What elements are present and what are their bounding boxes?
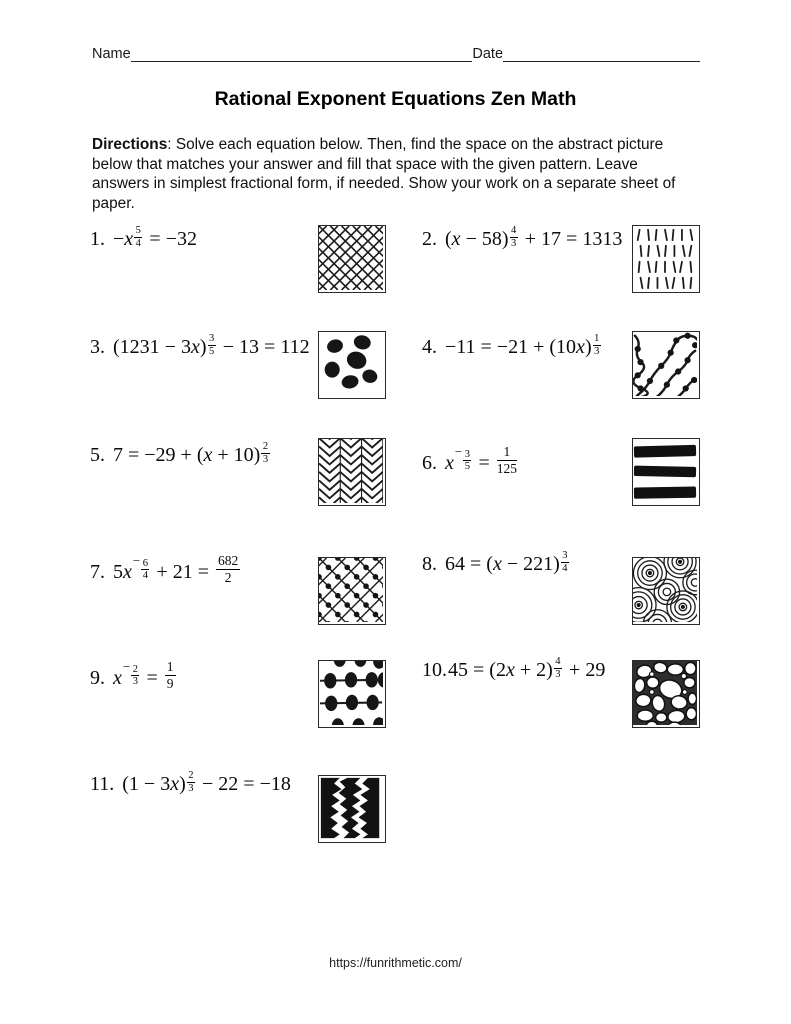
vertical-dashes-pattern-swatch — [632, 225, 700, 293]
equation-text: − 13 = 112 — [217, 336, 310, 358]
exponent-minus: − — [122, 658, 131, 674]
exponent-fraction: $\frac{3}{4}$ — [562, 550, 568, 574]
problem-6-equation — [422, 444, 519, 485]
problem-3-equation — [90, 333, 310, 369]
directions — [92, 135, 693, 213]
fraction: $\frac{1}{9}$ — [166, 659, 174, 691]
equation-text: ) — [199, 336, 207, 358]
exponent-minus: − — [454, 443, 463, 459]
spiky-bands-pattern-swatch — [318, 775, 386, 843]
equation-text: + 2) — [514, 659, 553, 681]
problem-number: 4. — [422, 336, 437, 358]
net-with-dots-pattern-icon — [319, 558, 383, 622]
exponent-fraction: $\frac{1}{3}$ — [594, 333, 600, 357]
problem-11-equation — [90, 770, 291, 806]
equation-text: ) — [584, 336, 592, 358]
equation-text: + 10) — [212, 444, 261, 466]
problem-number: 3. — [90, 336, 105, 358]
horizontal-stripes-pattern-icon — [633, 439, 697, 503]
variable: x — [190, 336, 200, 358]
equation — [122, 770, 291, 795]
equation — [445, 443, 519, 476]
problem-4-equation — [422, 333, 603, 369]
fraction: $\frac{1}{125}$ — [496, 444, 518, 476]
equation-text: −11 = −21 + (10 — [445, 336, 577, 358]
beaded-chains-pattern-icon — [633, 332, 697, 396]
crosshatch-pattern-swatch — [318, 225, 386, 293]
equation — [113, 441, 272, 466]
equation-text: − 58) — [460, 228, 509, 250]
page-title: Rational Exponent Equations Zen Math — [214, 88, 577, 110]
equation-text: 64 = ( — [445, 553, 493, 575]
date-label: Date — [472, 46, 504, 62]
problem-number: 1. — [90, 228, 105, 250]
variable: x — [113, 666, 122, 689]
exponent-fraction: − $\frac{6}{4}$ — [132, 552, 148, 582]
problem-1-equation — [90, 225, 197, 261]
spiky-bands-pattern-icon — [319, 776, 383, 840]
equation — [113, 333, 310, 358]
problem-number: 6. — [422, 451, 437, 474]
equation — [448, 656, 606, 681]
problem-number: 10. — [422, 659, 447, 681]
net-with-dots-pattern-swatch — [318, 557, 386, 625]
name-blank-line — [131, 44, 473, 62]
problem-number: 7. — [90, 560, 105, 583]
exponent-fraction: − $\frac{3}{5}$ — [454, 443, 470, 473]
variable: x — [124, 228, 134, 250]
equation-text: = — [473, 451, 495, 474]
equation-text: − 221) — [501, 553, 560, 575]
vertical-dashes-pattern-icon — [633, 226, 697, 290]
chevron-herringbone-pattern-swatch — [318, 438, 386, 506]
equation-text: + 21 = — [151, 560, 215, 583]
problem-number: 5. — [90, 444, 105, 466]
name-date-row — [92, 44, 700, 62]
date-blank-line — [503, 44, 700, 62]
concentric-shells-pattern-icon — [633, 558, 697, 622]
problem-9-equation — [90, 659, 178, 700]
exponent-fraction: $\frac{4}{3}$ — [555, 656, 561, 680]
concentric-shells-pattern-swatch — [632, 557, 700, 625]
variable: x — [170, 773, 180, 795]
problem-number: 9. — [90, 666, 105, 689]
variable: x — [505, 659, 515, 681]
equation — [113, 552, 242, 585]
equation-text: 5 — [113, 560, 123, 583]
horizontal-stripes-pattern-swatch — [632, 438, 700, 506]
equation — [445, 550, 571, 575]
exponent-fraction: $\frac{2}{3}$ — [262, 441, 269, 465]
footer-url: https://funrithmetic.com/ — [329, 956, 462, 970]
exponent-fraction: $\frac{2}{3}$ — [188, 770, 194, 794]
beads-on-lines-pattern-icon — [319, 661, 383, 725]
variable: x — [492, 553, 502, 575]
equation-text: − 22 = −18 — [197, 773, 291, 795]
pebbles-pattern-swatch — [632, 660, 700, 728]
large-dots-pattern-swatch — [318, 331, 386, 399]
equation-text: ( — [445, 228, 452, 250]
exponent-minus: − — [132, 552, 141, 568]
crosshatch-pattern-icon — [319, 226, 383, 290]
equation-text: + 29 — [564, 659, 606, 681]
name-label: Name — [92, 46, 131, 62]
problem-number: 8. — [422, 553, 437, 575]
exponent-fraction: − $\frac{2}{3}$ — [122, 658, 138, 688]
equation-text: ) — [179, 773, 186, 795]
beads-on-lines-pattern-swatch — [318, 660, 386, 728]
equation-text: 7 = −29 + ( — [113, 444, 204, 466]
equation-text: (1231 − 3 — [113, 336, 191, 358]
large-dots-pattern-icon — [319, 332, 383, 396]
exponent-fraction: $\frac{4}{3}$ — [511, 225, 517, 249]
problem-2-equation — [422, 225, 623, 261]
directions-label: Directions — [92, 136, 168, 154]
chevron-herringbone-pattern-icon — [319, 439, 383, 503]
exponent-fraction: $\frac{3}{5}$ — [209, 333, 215, 357]
equation-text: 45 = (2 — [448, 659, 506, 681]
variable: x — [123, 560, 132, 583]
equation-text: = — [141, 666, 163, 689]
problem-10-equation — [422, 656, 606, 692]
variable: x — [445, 451, 454, 474]
equation-text: = −32 — [144, 228, 197, 250]
directions-text: : Solve each equation below. Then, find the space on the abstract picture below that matches your answer and fill that space with the given pattern. Leave answers in simplest fractional form, if needed. Show your work on a separate sheet of paper. — [92, 136, 676, 212]
problem-5-equation — [90, 441, 272, 477]
equation — [445, 225, 623, 250]
problem-number: 2. — [422, 228, 437, 250]
variable: x — [576, 336, 585, 358]
fraction: $\frac{682}{2}$ — [218, 553, 239, 585]
equation — [445, 333, 603, 358]
equation — [113, 658, 178, 691]
problem-number: 11. — [90, 773, 115, 795]
beaded-chains-pattern-swatch — [632, 331, 700, 399]
variable: x — [203, 444, 213, 466]
variable: x — [451, 228, 461, 250]
equation-text: (1 − 3 — [122, 773, 171, 795]
equation-text: − — [113, 228, 125, 250]
problem-8-equation — [422, 550, 571, 586]
pebbles-pattern-icon — [633, 661, 697, 725]
equation-text: + 17 = 1313 — [519, 228, 623, 250]
equation — [113, 225, 197, 250]
problem-7-equation — [90, 553, 242, 594]
exponent-fraction: $\frac{5}{4}$ — [135, 225, 141, 249]
